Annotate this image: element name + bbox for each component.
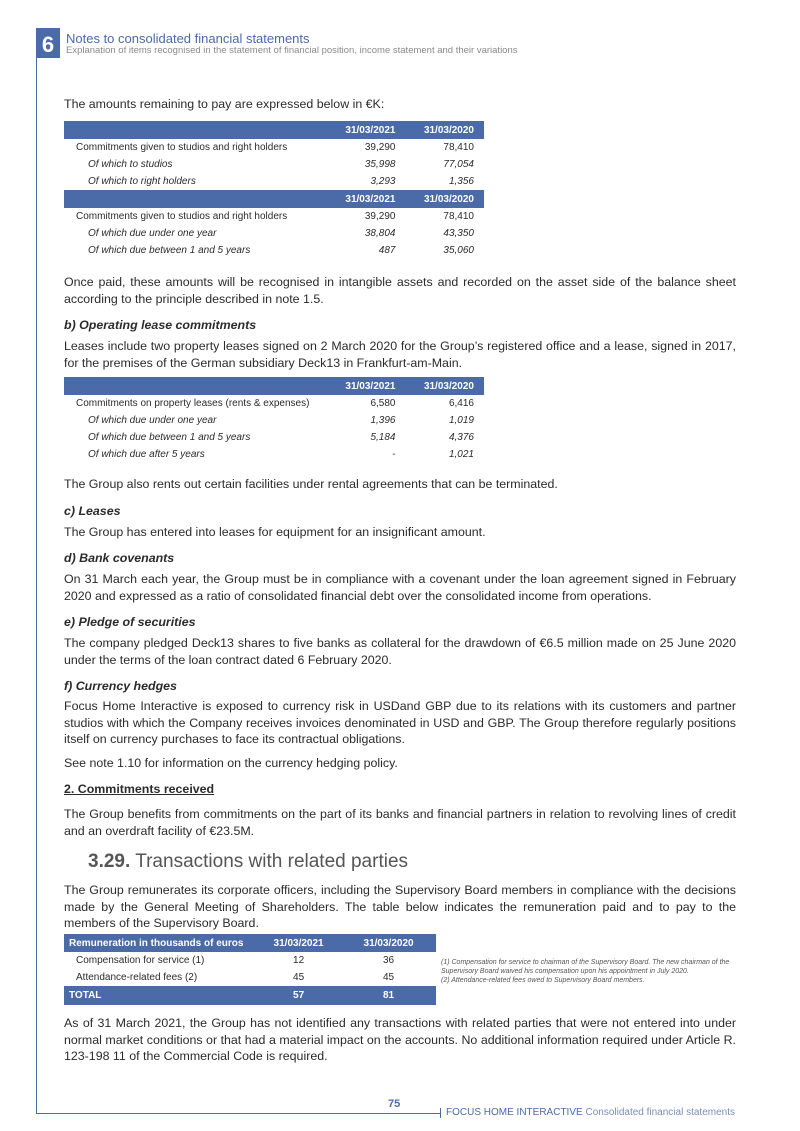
col-2020: 31/03/2020 — [399, 190, 484, 208]
page-number: 75 — [388, 1098, 401, 1110]
footer-tick — [440, 1108, 441, 1118]
table-header — [64, 934, 436, 952]
footer — [446, 1107, 735, 1118]
col-2020: 31/03/2020 — [399, 377, 484, 395]
heading-leases: c) Leases — [64, 504, 121, 518]
closing-text: As of 31 March 2021, the Group has not identified any transactions with related parties that were not entered into under normal market conditions or that had a material impact on the accounts. No additional information required under Article R. 123-198 11 of the Commercial Code is required. — [64, 1016, 736, 1063]
lease-table — [64, 377, 484, 463]
col-2021: 31/03/2021 — [317, 121, 399, 139]
table-row: Of which due under one year 1,396 1,019 — [88, 415, 474, 426]
table-row: Compensation for service (1) 12 36 — [76, 955, 395, 966]
heading-commitments-received: 2. Commitments received — [64, 782, 215, 796]
col-2020: 31/03/2020 — [399, 121, 484, 139]
footnote-2: (2) Attendance-related fees owed to Supervisory Board members. — [441, 977, 645, 984]
table-row: Of which to right holders 3,293 1,356 — [88, 176, 474, 187]
heading-operating-lease: b) Operating lease commitments — [64, 318, 257, 332]
table-header — [64, 377, 484, 395]
table-row: Of which due under one year 38,804 43,350 — [88, 228, 474, 239]
once-paid-text: Once paid, these amounts will be recognised in intangible assets and recorded on the asset side of the balance sheet according to the principle described in note 1.5. — [64, 275, 736, 306]
table-row: Commitments on property leases (rents & expenses) 6,580 6,416 — [76, 398, 474, 409]
currency-text: Focus Home Interactive is exposed to currency risk in USDand GBP due to its relations with its customers and partner studios with which the Company receives invoices denominated in USD and GBP. The Group therefore regularly positions itself on currency purchases to face its contractual obligations. — [64, 699, 736, 746]
table-row: Attendance-related fees (2) 45 45 — [76, 972, 395, 983]
commitments-table — [64, 121, 484, 259]
side-rule — [36, 58, 37, 1113]
section-title — [88, 851, 408, 873]
see-note-text: See note 1.10 for information on the currency hedging policy. — [64, 756, 398, 770]
section-title-text: Transactions with related parties — [135, 851, 409, 872]
heading-covenants: d) Bank covenants — [64, 551, 175, 565]
table-row: Of which to studios 35,998 77,054 — [88, 159, 474, 170]
commitments-received-text: The Group benefits from commitments on the part of its banks and financial partners in relation to revolving lines of credit and an overdraft facility of €23.5M. — [64, 807, 736, 838]
heading-pledge: e) Pledge of securities — [64, 615, 196, 629]
remuneration-text: The Group remunerates its corporate officers, including the Supervisory Board members in compliance with the decisions made by the General Meeting of Shareholders. The table below indicates the remuneration paid and to pay to the members of the Supervisory Board. — [64, 883, 736, 930]
table-header — [64, 190, 484, 208]
footnote-1: (1) Compensation for service to chairman of the Supervisory Board. The new chairman of the Supervisory Board waived his compensation upon his appointment in July 2020. — [441, 959, 730, 975]
col-2020: 31/03/2020 — [341, 934, 436, 952]
footnotes — [441, 958, 741, 985]
col-2021: 31/03/2021 — [317, 377, 399, 395]
col-2021: 31/03/2021 — [317, 190, 399, 208]
table-row: Commitments given to studios and right holders 39,290 78,410 — [76, 211, 474, 222]
heading-currency: f) Currency hedges — [64, 679, 177, 693]
pledge-text: The company pledged Deck13 shares to five banks as collateral for the drawdown of €6.5 million made on 25 June 2020 under the terms of the loan contract dated 6 February 2020. — [64, 636, 736, 667]
covenants-text: On 31 March each year, the Group must be in compliance with a covenant under the loan agreement signed in February 2020 and expressed as a ratio of consolidated financial debt over the consolidated income from operations. — [64, 572, 736, 603]
rents-text: The Group also rents out certain facilities under rental agreements that can be terminated. — [64, 477, 558, 491]
footer-doc: Consolidated financial statements — [585, 1107, 735, 1118]
chapter-number: 6 — [36, 28, 60, 58]
table-row: Of which due after 5 years - 1,021 — [88, 449, 474, 460]
table-row: Commitments given to studios and right holders 39,290 78,410 — [76, 142, 474, 153]
leases-text: The Group has entered into leases for equipment for an insignificant amount. — [64, 525, 486, 539]
bottom-rule — [36, 1113, 440, 1114]
operating-lease-text: Leases include two property leases signed on 2 March 2020 for the Group’s registered office and a lease, signed in 2017, for the premises of the German subsidiary Deck13 in Frankfurt-am-Main. — [64, 339, 736, 370]
section-number: 3.29. — [88, 851, 131, 872]
table-header — [64, 121, 484, 139]
header-title: Notes to consolidated financial statements — [66, 31, 310, 46]
remuneration-head: Remuneration in thousands of euros — [64, 934, 256, 952]
remuneration-table — [64, 934, 436, 1005]
table-row: Of which due between 1 and 5 years 487 35,060 — [88, 245, 474, 256]
total-row: TOTAL 57 81 — [64, 986, 436, 1005]
header-subtitle: Explanation of items recognised in the statement of financial position, income statement and their variations — [66, 45, 518, 56]
footer-company: FOCUS HOME INTERACTIVE — [446, 1107, 583, 1118]
col-2021: 31/03/2021 — [256, 934, 341, 952]
table-row: Of which due between 1 and 5 years 5,184 4,376 — [88, 432, 474, 443]
intro-text: The amounts remaining to pay are expressed below in €K: — [64, 97, 385, 111]
